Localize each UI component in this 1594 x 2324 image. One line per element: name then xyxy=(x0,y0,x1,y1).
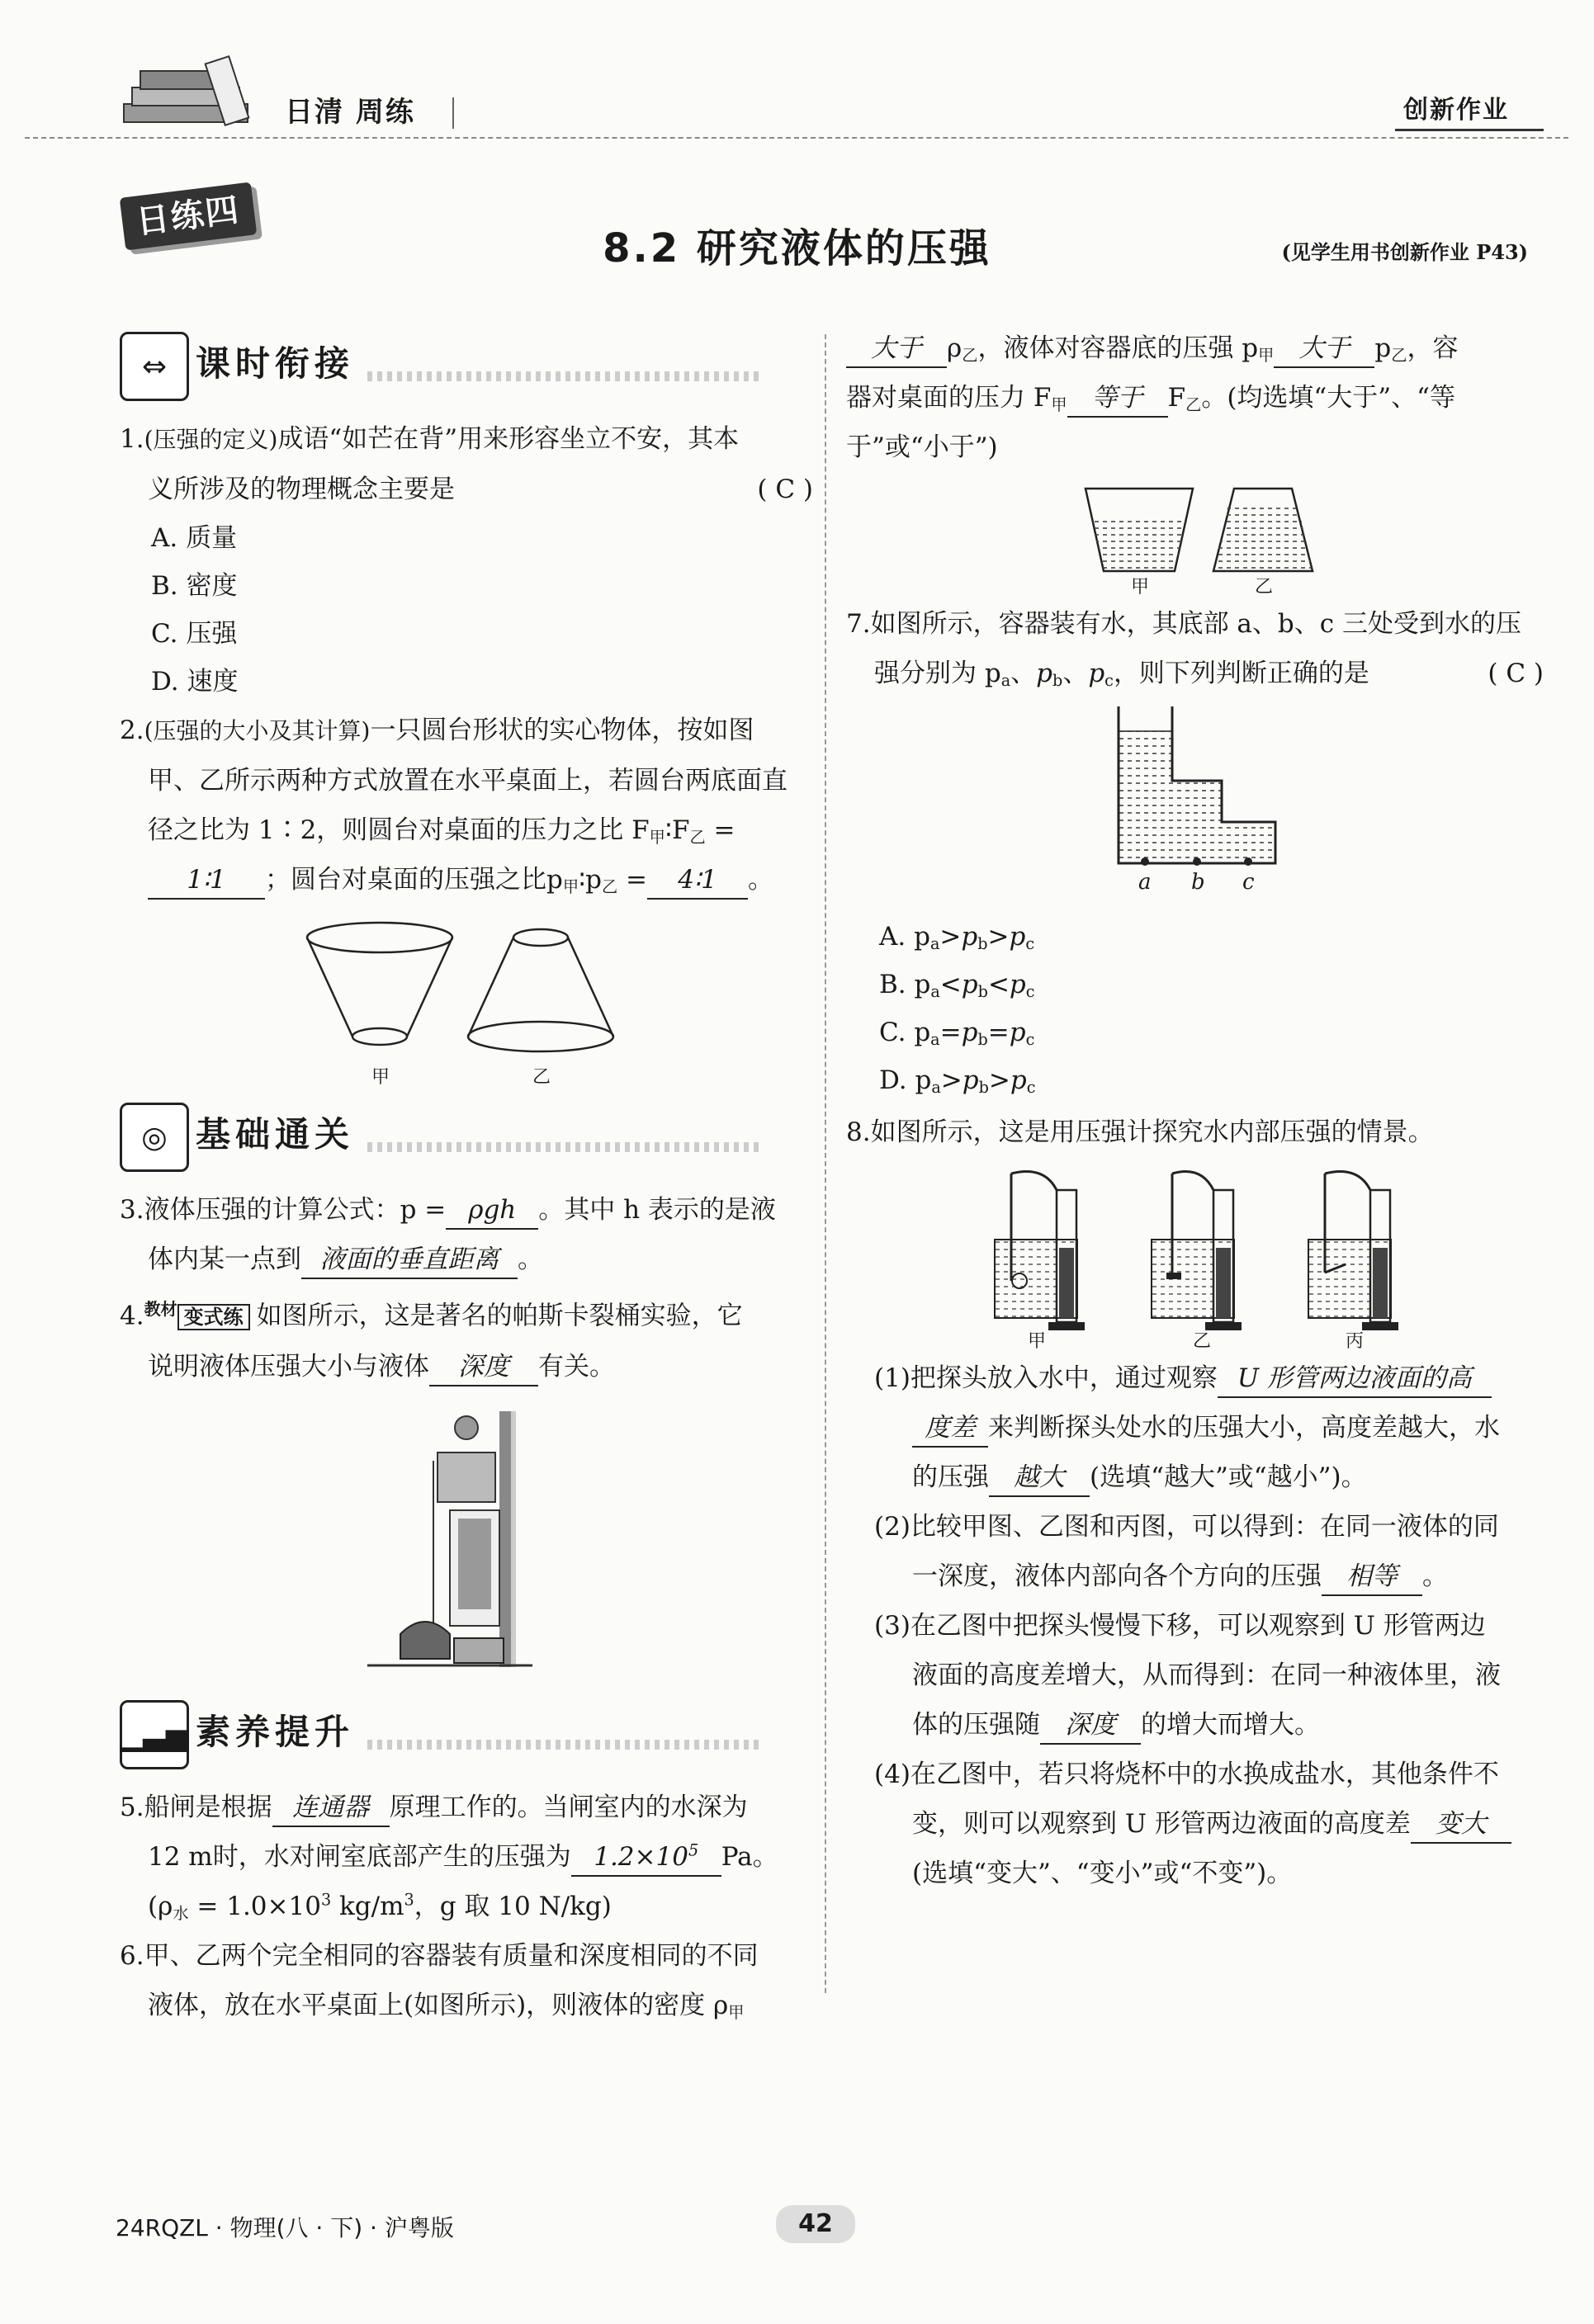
option-b: B. 密度 xyxy=(151,571,238,601)
gauge-bing xyxy=(1308,1172,1398,1331)
question-text: = 1.0×10 xyxy=(188,1892,321,1922)
question-text: ，容 xyxy=(1407,333,1459,363)
point-label-b: b xyxy=(1191,870,1205,895)
answer-blank: 4∶1 xyxy=(647,862,748,900)
question-text: 12 m时，水对闸室底部产生的压强为 xyxy=(148,1842,571,1873)
question-text: = xyxy=(705,815,736,845)
question-text: (4)在乙图中，若只将烧杯中的水换成盐水，其他条件不 xyxy=(874,1760,1499,1789)
answer-choice: ( C ) xyxy=(757,475,813,504)
section-title: 课时衔接 xyxy=(196,343,355,384)
question-text: ；圆台对桌面的压强之比p xyxy=(265,865,563,895)
option-c: C. 压强 xyxy=(151,619,238,649)
answer-blank: 越大 xyxy=(989,1459,1090,1497)
day-tag: 日练四 xyxy=(120,182,258,250)
page-number: 42 xyxy=(776,2205,855,2243)
footer-book-code: 24RQZL · 物理(八 · 下) · 沪粤版 xyxy=(116,2214,454,2241)
question-text: ∶F xyxy=(665,815,690,845)
question-text: kg/m xyxy=(331,1892,404,1922)
question-text: 于”或“小于”) xyxy=(846,432,998,462)
question-tag: (压强的大小及其计算) xyxy=(144,717,371,744)
question-text: (选填“变大”、“变小”或“不变”)。 xyxy=(912,1859,1293,1888)
answer-blank: 1∶1 xyxy=(148,862,265,900)
question-number: 6. xyxy=(120,1941,144,1972)
answer-blank: 连通器 xyxy=(272,1789,390,1827)
question-number: 1. xyxy=(120,424,144,454)
answer-blank: 相等 xyxy=(1322,1558,1422,1596)
section-course-link xyxy=(120,330,813,399)
question-text: 。(均选填“大于”、“等 xyxy=(1201,383,1455,413)
question-6-start xyxy=(120,1931,813,2030)
figure-caption-jia: 甲 xyxy=(1028,1331,1047,1352)
pascal-barrel-illustration xyxy=(120,1403,813,1684)
variant-tag: 变式练 xyxy=(177,1304,250,1330)
left-column xyxy=(120,330,813,2030)
answer-blank: 液面的垂直距离 xyxy=(301,1241,518,1279)
section-basic xyxy=(120,1101,813,1170)
bar-chart-icon: ▁▃▅ xyxy=(120,1700,189,1769)
gauge-yi xyxy=(1152,1172,1242,1331)
answer-blank: ρgh xyxy=(446,1192,538,1230)
question-text: = xyxy=(617,865,648,895)
question-text: 义所涉及的物理概念主要是 xyxy=(148,475,455,504)
answer-blank: 变大 xyxy=(1411,1806,1511,1844)
section-decor-bar xyxy=(367,1740,764,1750)
options xyxy=(846,913,1544,1104)
question-text: 的增大而增大。 xyxy=(1141,1710,1320,1740)
subscript: 甲 xyxy=(649,827,665,847)
gauge-jia xyxy=(995,1172,1085,1331)
answer-blank: 大于 xyxy=(846,330,947,368)
subscript: 甲 xyxy=(728,2003,745,2023)
question-number: 2. xyxy=(120,716,144,745)
figure-caption-jia: 甲 xyxy=(371,1067,390,1088)
options xyxy=(120,514,813,706)
answer-blank: 1.2×10 xyxy=(594,1842,688,1873)
header-tick xyxy=(452,97,454,129)
question-text: 原理工作的。当闸室内的水深为 xyxy=(389,1793,748,1823)
question-tag: (压强的定义) xyxy=(144,426,278,453)
question-text: 如图所示，这是著名的帕斯卡裂桶实验，它 xyxy=(256,1301,743,1331)
question-text: ，g 取 10 N/kg) xyxy=(414,1892,612,1922)
question-text: 如图所示，容器装有水，其底部 a、b、c 三处受到水的压 xyxy=(870,609,1521,639)
question-number: 5. xyxy=(120,1793,144,1823)
question-number: 8. xyxy=(846,1117,871,1147)
subscript: 甲 xyxy=(1258,345,1275,365)
figure-caption-yi: 乙 xyxy=(532,1067,551,1088)
option-c: C. $p_a=p_b=p_c$ xyxy=(879,1018,1035,1049)
question-text: (1)把探头放入水中，通过观察 xyxy=(874,1363,1218,1393)
question-text: 甲、乙所示两种方式放置在水平桌面上，若圆台两底面直 xyxy=(148,766,788,796)
question-text: 的压强 xyxy=(912,1462,989,1492)
question-text: 体内某一点到 xyxy=(148,1245,301,1274)
section-title: 基础通关 xyxy=(196,1114,355,1155)
subscript: 甲 xyxy=(562,876,579,896)
header-books-illustration xyxy=(116,54,281,137)
header-category-label: 创新作业 xyxy=(1403,96,1509,125)
section-advanced xyxy=(120,1698,813,1768)
answer-choice: ( C ) xyxy=(1488,659,1544,688)
figure-caption-bing: 丙 xyxy=(1346,1331,1365,1352)
question-4 xyxy=(120,1284,813,1684)
header-series-label: 日清 周练 xyxy=(285,96,415,129)
section-decor-bar xyxy=(367,1142,764,1152)
question-text: 变，则可以观察到 U 形管两边液面的高度差 xyxy=(912,1809,1411,1839)
question-1 xyxy=(120,414,813,706)
subscript: 乙 xyxy=(962,345,978,365)
question-text: 有关。 xyxy=(538,1352,615,1382)
stepped-container-figure xyxy=(846,698,1544,913)
superscript: 3 xyxy=(404,1890,414,1910)
question-text: 。 xyxy=(748,865,774,895)
arrows-icon: ⇔ xyxy=(120,332,189,401)
question-text: 强分别为 p xyxy=(874,659,1001,688)
question-text: ∶p xyxy=(579,865,602,895)
subscript: 乙 xyxy=(1185,394,1202,414)
question-text: (选填“越大”或“越小”)。 xyxy=(1090,1462,1367,1492)
page-title: 8.2 研究液体的压强 xyxy=(603,225,991,272)
question-text: 液体，放在水平桌面上(如图所示)，则液体的密度 ρ xyxy=(148,1991,729,2021)
target-icon: ◎ xyxy=(120,1103,189,1172)
reference-note: (见学生用书创新作业 P43) xyxy=(1281,240,1528,264)
right-column xyxy=(846,324,1544,1898)
question-number: 3. xyxy=(120,1195,144,1225)
answer-blank: 度差 xyxy=(912,1410,988,1448)
section-decor-bar xyxy=(367,371,764,381)
question-6-continued xyxy=(846,324,1544,596)
point-label-c: c xyxy=(1242,870,1255,895)
answer-blank: U 形管两边液面的高 xyxy=(1218,1360,1492,1398)
question-7: 7.如图所示，容器装有水，其底部 a、b、c 三处受到水的压 强分别为 $p_a$、$p_b$、$p_c$，则下列判断正确的是 ( C ) a b c A. $p_a>p_b>p_c$ B. $p_a<p_b<p_c$ C. $p_a=p_b=p_c$ D. $p_a>p_b>p_c$ xyxy=(846,599,1544,1104)
answer-blank: 等于 xyxy=(1067,380,1168,418)
question-text: F xyxy=(1167,383,1186,413)
pressure-gauge-figure xyxy=(846,1157,1544,1352)
section-title: 素养提升 xyxy=(196,1712,355,1753)
superscript: 3 xyxy=(320,1890,332,1910)
question-text: 。 xyxy=(1422,1561,1448,1591)
textbook-tag: 教材 xyxy=(144,1299,177,1319)
question-number: 4. xyxy=(120,1301,144,1331)
subscript: 乙 xyxy=(1391,345,1407,365)
figure-caption-yi: 乙 xyxy=(1255,577,1274,598)
answer-blank: 深度 xyxy=(429,1349,538,1386)
option-b: B. $p_a<p_b<p_c$ xyxy=(879,970,1035,1001)
question-text: 一深度，液体内部向各个方向的压强 xyxy=(912,1561,1322,1591)
superscript: 5 xyxy=(688,1840,699,1860)
subscript: 乙 xyxy=(689,827,706,847)
point-label-a: a xyxy=(1138,870,1152,895)
question-text: p xyxy=(1374,333,1392,363)
subscript: 乙 xyxy=(601,876,618,896)
question-text: 体的压强随 xyxy=(912,1710,1040,1740)
containers-figure xyxy=(846,472,1544,596)
question-3 xyxy=(120,1185,813,1284)
frustum-figure xyxy=(120,913,813,1086)
question-text: 说明液体压强大小与液体 xyxy=(148,1352,429,1382)
question-text: 如图所示，这是用压强计探究水内部压强的情景。 xyxy=(870,1117,1434,1147)
question-text: ρ xyxy=(947,333,963,363)
question-5 xyxy=(120,1783,813,1931)
option-a: A. $p_a>p_b>p_c$ xyxy=(879,922,1035,953)
question-text: ，液体对容器底的压强 p xyxy=(977,333,1259,363)
question-text: 。其中 h 表示的是液 xyxy=(538,1195,776,1225)
question-text: Pa。 xyxy=(721,1842,778,1873)
question-text: (3)在乙图中把探头慢慢下移，可以观察到 U 形管两边 xyxy=(874,1611,1486,1641)
question-text: 甲、乙两个完全相同的容器装有质量和深度相同的不同 xyxy=(144,1941,759,1972)
question-text: 液面的高度差增大，从而得到：在同一种液体里，液 xyxy=(912,1660,1501,1690)
answer-blank: 深度 xyxy=(1040,1707,1141,1745)
subscript: 水 xyxy=(173,1904,189,1924)
question-text: 液体压强的计算公式：p = xyxy=(144,1195,447,1225)
question-text: 成语“如芒在背”用来形容坐立不安，其本 xyxy=(277,424,740,454)
question-text: (2)比较甲图、乙图和丙图，可以得到：在同一液体的同 xyxy=(874,1512,1499,1542)
figure-caption-jia: 甲 xyxy=(1131,577,1150,598)
header-underline xyxy=(1395,129,1544,131)
question-text: (ρ xyxy=(148,1892,173,1922)
option-d: D. $p_a>p_b>p_c$ xyxy=(879,1065,1036,1097)
figure-caption-yi: 乙 xyxy=(1193,1331,1212,1352)
option-d: D. 速度 xyxy=(151,667,239,697)
column-divider xyxy=(825,334,826,1993)
option-a: A. 质量 xyxy=(151,523,238,553)
question-text: 径之比为 1∶2，则圆台对桌面的压力之比 F xyxy=(148,815,650,845)
header-rule xyxy=(25,137,1568,139)
answer-blank: 大于 xyxy=(1274,330,1374,368)
subscript: 甲 xyxy=(1051,394,1067,414)
question-text: 来判断探头处水的压强大小，高度差越大，水 xyxy=(988,1413,1500,1443)
question-text: ，则下列判断正确的是 xyxy=(1113,659,1369,688)
question-2 xyxy=(120,706,813,1086)
question-text: 。 xyxy=(518,1245,543,1274)
question-text: 一只圆台形状的实心物体，按如图 xyxy=(370,716,754,745)
question-text: 船闸是根据 xyxy=(144,1793,272,1823)
question-number: 7. xyxy=(846,609,871,639)
question-text: 器对桌面的压力 F xyxy=(846,383,1052,413)
question-8 xyxy=(846,1108,1544,1898)
